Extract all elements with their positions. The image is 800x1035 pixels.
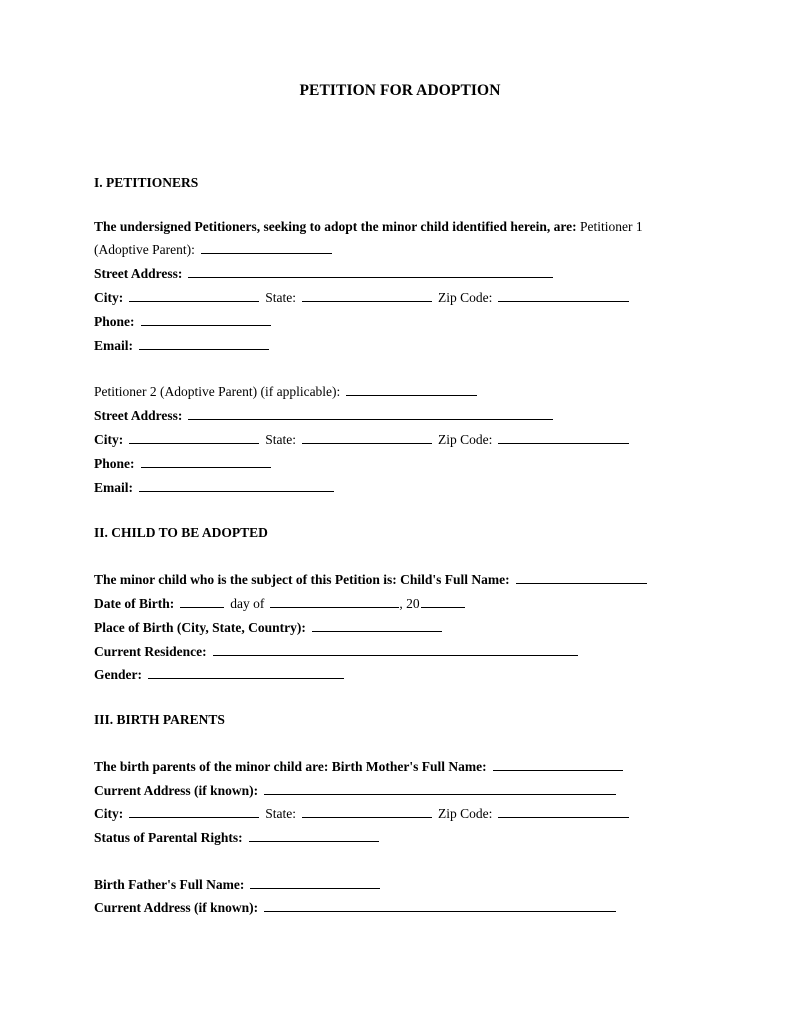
p2-email-label: Email: [94, 480, 133, 495]
p2-street-label: Street Address: [94, 408, 183, 423]
father-address-label: Current Address (if known): [94, 900, 259, 915]
father-address-field[interactable] [264, 900, 616, 912]
p1-city-label: City: [94, 290, 124, 305]
p1-phone-field[interactable] [141, 314, 271, 326]
child-gender-field[interactable] [148, 667, 344, 679]
p1-city-row [94, 289, 629, 307]
p2-zip-label: Zip Code: [438, 432, 493, 447]
p2-email-row [94, 479, 334, 497]
p1-state-label: State: [265, 290, 296, 305]
child-residence-row [94, 643, 578, 661]
child-name-field[interactable] [516, 572, 647, 584]
child-year-prefix: , 20 [399, 596, 420, 611]
petitioner-1-row [94, 241, 332, 259]
mother-address-row [94, 782, 616, 800]
child-day-of-label: day of [230, 596, 265, 611]
child-pob-label: Place of Birth (City, State, Country): [94, 620, 306, 635]
p2-phone-label: Phone: [94, 456, 135, 471]
mother-address-field[interactable] [264, 783, 616, 795]
p1-street-label: Street Address: [94, 266, 183, 281]
section-heading-petitioners: I. PETITIONERS [94, 175, 199, 190]
petitioner-1-name-field[interactable] [201, 242, 332, 254]
mother-city-field[interactable] [129, 806, 259, 818]
mother-state-label: State: [265, 806, 296, 821]
child-gender-label: Gender: [94, 667, 142, 682]
p1-street-field[interactable] [188, 266, 553, 278]
p2-city-row [94, 431, 629, 449]
petitioner-1-parent-label: (Adoptive Parent): [94, 242, 195, 257]
p1-email-row [94, 337, 269, 355]
p2-street-row [94, 407, 553, 425]
mother-city-label: City: [94, 806, 124, 821]
p2-phone-field[interactable] [141, 456, 271, 468]
petitioner-2-label: Petitioner 2 (Adoptive Parent) (if applicable): [94, 384, 341, 399]
p1-email-label: Email: [94, 338, 133, 353]
father-name-row [94, 876, 380, 894]
p1-email-field[interactable] [139, 338, 269, 350]
p2-city-label: City: [94, 432, 124, 447]
father-name-field[interactable] [250, 877, 380, 889]
p2-state-field[interactable] [302, 432, 432, 444]
child-dob-row [94, 595, 465, 613]
mother-state-field[interactable] [302, 806, 432, 818]
p1-phone-row [94, 313, 271, 331]
p1-state-field[interactable] [302, 290, 432, 302]
petitioners-intro-bold: The undersigned Petitioners, seeking to adopt the minor child identified herein, are: [94, 219, 577, 234]
child-dob-label: Date of Birth: [94, 596, 175, 611]
rights-label: Status of Parental Rights: [94, 830, 243, 845]
father-address-row [94, 899, 616, 917]
p1-zip-field[interactable] [498, 290, 629, 302]
child-pob-row [94, 619, 442, 637]
p1-zip-label: Zip Code: [438, 290, 493, 305]
child-residence-label: Current Residence: [94, 644, 207, 659]
child-pob-field[interactable] [312, 620, 442, 632]
mother-intro-label: The birth parents of the minor child are: Birth Mother's Full Name: [94, 759, 487, 774]
petitioner-2-row [94, 383, 477, 401]
rights-row [94, 829, 379, 847]
p2-email-field[interactable] [139, 480, 334, 492]
p1-phone-label: Phone: [94, 314, 135, 329]
section-heading-birth-parents: III. BIRTH PARENTS [94, 712, 225, 727]
child-residence-field[interactable] [213, 644, 578, 656]
page-title: PETITION FOR ADOPTION [299, 82, 501, 99]
petitioners-intro [94, 218, 643, 236]
child-dob-year-field[interactable] [421, 596, 465, 608]
p2-street-field[interactable] [188, 408, 553, 420]
child-dob-month-field[interactable] [270, 596, 399, 608]
p2-zip-field[interactable] [498, 432, 629, 444]
child-name-row [94, 571, 647, 589]
father-name-label: Birth Father's Full Name: [94, 877, 245, 892]
mother-name-field[interactable] [493, 759, 623, 771]
mother-city-row [94, 805, 629, 823]
child-intro-label: The minor child who is the subject of this Petition is: Child's Full Name: [94, 572, 510, 587]
petitioner-1-label: Petitioner 1 [580, 219, 643, 234]
p2-phone-row [94, 455, 271, 473]
mother-name-row [94, 758, 623, 776]
rights-field[interactable] [249, 830, 379, 842]
mother-zip-label: Zip Code: [438, 806, 493, 821]
petitioner-2-name-field[interactable] [346, 384, 477, 396]
p2-city-field[interactable] [129, 432, 259, 444]
p2-state-label: State: [265, 432, 296, 447]
p1-street-row [94, 265, 553, 283]
section-heading-child: II. CHILD TO BE ADOPTED [94, 525, 268, 540]
child-gender-row [94, 666, 344, 684]
mother-zip-field[interactable] [498, 806, 629, 818]
child-dob-day-field[interactable] [180, 596, 224, 608]
mother-address-label: Current Address (if known): [94, 783, 259, 798]
p1-city-field[interactable] [129, 290, 259, 302]
